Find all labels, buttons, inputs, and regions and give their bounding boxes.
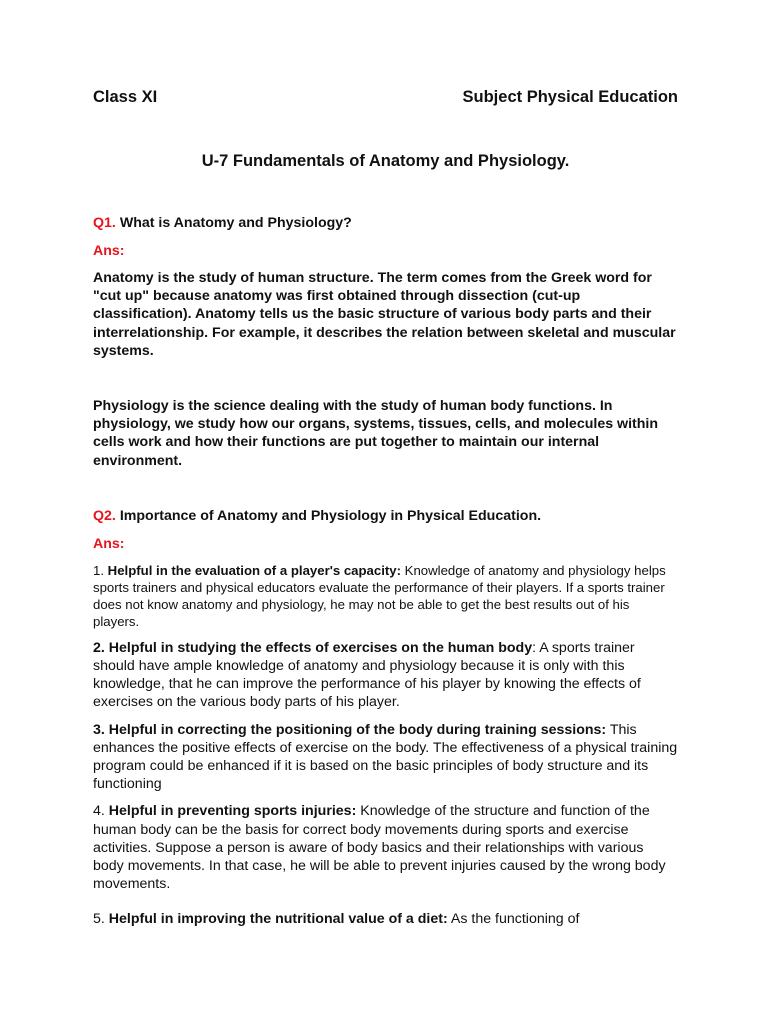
- q1-number: Q1.: [93, 215, 116, 231]
- importance-item-5: [93, 910, 678, 928]
- q2-text: Importance of Anatomy and Physiology in Physical Education.: [115, 507, 542, 524]
- item-heading: Helpful in preventing sports injuries:: [108, 803, 357, 820]
- q2-number: Q2.: [93, 507, 116, 524]
- q2-ans-label: Ans:: [93, 535, 125, 552]
- item-number: 5.: [93, 911, 109, 928]
- item-heading: Helpful in correcting the positioning of the body during training sessions:: [108, 721, 607, 738]
- item-number: 2.: [93, 639, 109, 656]
- importance-item-1: [93, 562, 678, 630]
- class-label: Class XI: [93, 88, 158, 106]
- item-heading: Helpful in the evaluation of a player's capacity:: [107, 562, 402, 578]
- q1-question: [93, 214, 678, 232]
- subject-label: Subject Physical Education: [462, 88, 678, 106]
- importance-item-4: [93, 802, 678, 893]
- item-text: : A sports trainer should have ample knowledge of anatomy and physiology because it is only with this knowledge, that he can improve the performance of his player by knowing the effects of exercises on the various body parts of his player.: [93, 639, 641, 711]
- q1-text: What is Anatomy and Physiology?: [115, 215, 352, 231]
- item-number: 3.: [93, 721, 109, 738]
- item-text: Knowledge of anatomy and physiology helps sports trainers and physical educators evaluate the performance of their players. If a sports trainer does not know anatomy and physiology, he may not be able to get the best results out of his players.: [93, 562, 666, 629]
- item-number: 1.: [93, 562, 108, 578]
- q1-ans-label: Ans:: [93, 243, 125, 259]
- item-text: Knowledge of the structure and function of the human body can be the basis for correct body movements during sports and exercise activities. Suppose a person is aware of body basics and their relationships with various body movements. In that case, he will be able to prevent injuries caused by the wrong body movements.: [93, 803, 666, 893]
- item-text: This enhances the positive effects of exercise on the body. The effectiveness of a physical training program could be enhanced if it is based on the basic principles of body structure and its functioning: [93, 721, 678, 793]
- document-page: [93, 87, 678, 929]
- item-heading: Helpful in studying the effects of exercises on the human body: [108, 639, 533, 656]
- unit-title: U-7 Fundamentals of Anatomy and Physiology.: [201, 152, 570, 170]
- q1-physiology-paragraph: Physiology is the science dealing with the study of human body functions. In physiology, we study how our organs, systems, tissues, cells, and molecules within cells work and how their functions are put together to maintain our internal environment.: [93, 398, 659, 469]
- importance-item-3: [93, 721, 678, 794]
- item-number: 4.: [93, 803, 109, 820]
- q1-anatomy-paragraph: Anatomy is the study of human structure. The term comes from the Greek word for "cut up" because anatomy was first obtained through dissection (cut-up classification). Anatomy tells us the basic structure of various body parts and their interrelationship. For example, it describes the relation between skeletal and muscular systems.: [93, 270, 676, 359]
- item-text: As the functioning of: [447, 911, 580, 928]
- item-heading: Helpful in improving the nutritional value of a diet:: [108, 911, 448, 928]
- document-header: [93, 87, 678, 107]
- q2-question: [93, 507, 678, 525]
- importance-item-2: [93, 639, 678, 712]
